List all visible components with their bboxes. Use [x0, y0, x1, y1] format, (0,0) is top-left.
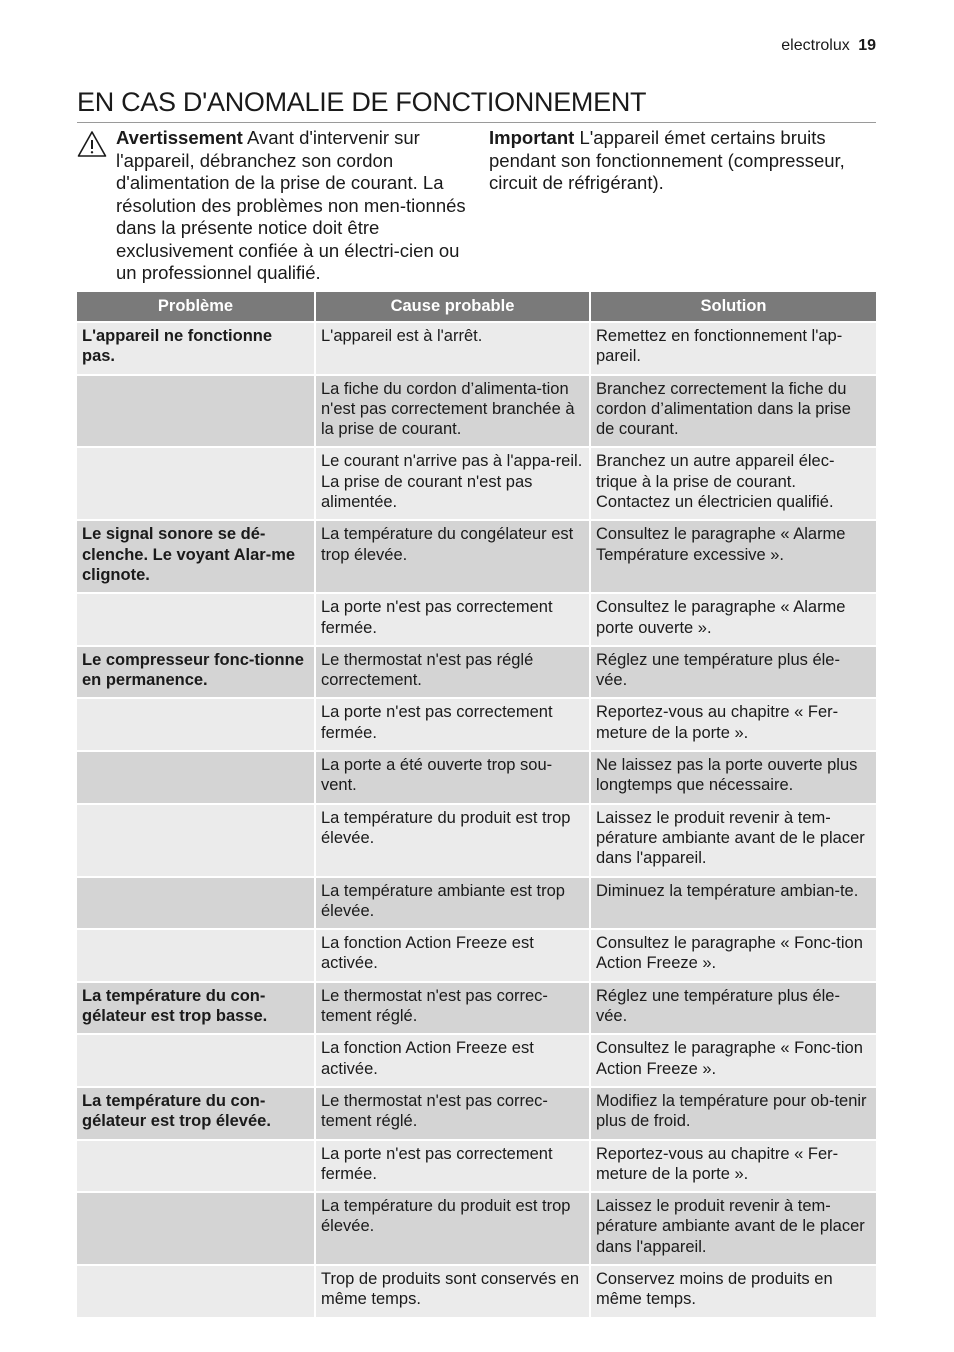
- page-number: 19: [858, 37, 876, 54]
- cause-cell: La porte n'est pas correctement fermée.: [315, 1140, 590, 1193]
- problem-cell: [77, 929, 315, 982]
- warning-body: Avant d'intervenir sur l'appareil, débranchez son cordon d'alimentation de la prise de courant. La résolution des problèmes non men-tionnés dans la présente notice doit être exclusivement confiée à un électri-cien ou un professionnel qualifié.: [116, 127, 466, 283]
- problem-cell: [77, 1265, 315, 1317]
- cause-cell: La porte a été ouverte trop sou-vent.: [315, 751, 590, 804]
- brand-name: electrolux: [781, 37, 850, 54]
- warning-triangle-icon: [77, 130, 107, 158]
- table-row: [77, 929, 876, 982]
- problem-cell: [77, 698, 315, 751]
- cause-cell: La porte n'est pas correctement fermée.: [315, 698, 590, 751]
- warning-label: Avertissement: [116, 127, 243, 148]
- solution-cell: Modifiez la température pour ob-tenir plus de froid.: [590, 1087, 876, 1140]
- solution-cell: Consultez le paragraphe « Fonc-tion Action Freeze ».: [590, 1034, 876, 1087]
- important-body: L'appareil émet certains bruits pendant son fonctionnement (compresseur, circuit de réfrigérant).: [489, 127, 845, 193]
- solution-cell: Reportez-vous au chapitre « Fer-meture de la porte ».: [590, 698, 876, 751]
- problem-cell: [77, 751, 315, 804]
- cause-cell: La température du produit est trop élevée.: [315, 1192, 590, 1265]
- solution-cell: Conservez moins de produits en même temps.: [590, 1265, 876, 1317]
- problem-cell: [77, 1192, 315, 1265]
- problem-cell: [77, 1034, 315, 1087]
- problem-cell: [77, 447, 315, 520]
- solution-cell: Réglez une température plus éle-vée.: [590, 646, 876, 699]
- problem-cell: [77, 1140, 315, 1193]
- problem-cell: Le signal sonore se dé-clenche. Le voyant Alar-me clignote.: [77, 520, 315, 593]
- page-header: [781, 37, 876, 55]
- solution-cell: Diminuez la température ambian-te.: [590, 877, 876, 930]
- table-row: [77, 1087, 876, 1140]
- problem-cell: [77, 593, 315, 646]
- cause-cell: La température ambiante est trop élevée.: [315, 877, 590, 930]
- table-row: [77, 698, 876, 751]
- table-row: [77, 646, 876, 699]
- problem-cell: La température du con-gélateur est trop basse.: [77, 982, 315, 1035]
- table-row: [77, 375, 876, 448]
- header-problem: Problème: [77, 292, 315, 322]
- problem-cell: Le compresseur fonc-tionne en permanence.: [77, 646, 315, 699]
- solution-cell: Consultez le paragraphe « Fonc-tion Action Freeze ».: [590, 929, 876, 982]
- cause-cell: La fiche du cordon d’alimenta-tion n'est pas correctement branchée à la prise de courant.: [315, 375, 590, 448]
- important-label: Important: [489, 127, 575, 148]
- problem-cell: [77, 804, 315, 877]
- solution-cell: Laissez le produit revenir à tem-pérature ambiante avant de le placer dans l'appareil.: [590, 804, 876, 877]
- problem-cell: [77, 877, 315, 930]
- table-row: [77, 804, 876, 877]
- solution-cell: Ne laissez pas la porte ouverte plus longtemps que nécessaire.: [590, 751, 876, 804]
- header-cause: Cause probable: [315, 292, 590, 322]
- table-row: [77, 1034, 876, 1087]
- solution-cell: Consultez le paragraphe « Alarme Température excessive ».: [590, 520, 876, 593]
- cause-cell: La fonction Action Freeze est activée.: [315, 929, 590, 982]
- cause-cell: L'appareil est à l'arrêt.: [315, 322, 590, 375]
- cause-cell: La température du congélateur est trop élevée.: [315, 520, 590, 593]
- problem-cell: L'appareil ne fonctionne pas.: [77, 322, 315, 375]
- cause-cell: Le thermostat n'est pas correc-tement réglé.: [315, 982, 590, 1035]
- important-block: [489, 127, 879, 195]
- warning-text: [116, 127, 467, 285]
- table-row: [77, 593, 876, 646]
- header-solution: Solution: [590, 292, 876, 322]
- solution-cell: Reportez-vous au chapitre « Fer-meture de la porte ».: [590, 1140, 876, 1193]
- problem-cell: [77, 375, 315, 448]
- solution-cell: Réglez une température plus éle-vée.: [590, 982, 876, 1035]
- table-row: [77, 982, 876, 1035]
- table-row: [77, 322, 876, 375]
- solution-cell: Remettez en fonctionnement l'ap-pareil.: [590, 322, 876, 375]
- solution-cell: Branchez un autre appareil élec-trique à la prise de courant. Contactez un électricien qualifié.: [590, 447, 876, 520]
- solution-cell: Laissez le produit revenir à tem-pérature ambiante avant de le placer dans l'appareil.: [590, 1192, 876, 1265]
- warning-block: [77, 127, 467, 285]
- problem-cell: La température du con-gélateur est trop élevée.: [77, 1087, 315, 1140]
- table-row: [77, 447, 876, 520]
- cause-cell: La température du produit est trop élevée.: [315, 804, 590, 877]
- cause-cell: La porte n'est pas correctement fermée.: [315, 593, 590, 646]
- page-title: EN CAS D'ANOMALIE DE FONCTIONNEMENT: [77, 86, 876, 123]
- cause-cell: Le thermostat n'est pas réglé correctement.: [315, 646, 590, 699]
- cause-cell: Le thermostat n'est pas correc-tement réglé.: [315, 1087, 590, 1140]
- solution-cell: Consultez le paragraphe « Alarme porte ouverte ».: [590, 593, 876, 646]
- troubleshooting-table: [77, 292, 876, 1317]
- table-row: [77, 1192, 876, 1265]
- solution-cell: Branchez correctement la fiche du cordon d’alimentation dans la prise de courant.: [590, 375, 876, 448]
- table-header-row: [77, 292, 876, 322]
- cause-cell: Le courant n'arrive pas à l'appa-reil. La prise de courant n'est pas alimentée.: [315, 447, 590, 520]
- table-row: [77, 1265, 876, 1317]
- cause-cell: Trop de produits sont conservés en même temps.: [315, 1265, 590, 1317]
- table-row: [77, 520, 876, 593]
- table-row: [77, 751, 876, 804]
- table-row: [77, 877, 876, 930]
- table-row: [77, 1140, 876, 1193]
- cause-cell: La fonction Action Freeze est activée.: [315, 1034, 590, 1087]
